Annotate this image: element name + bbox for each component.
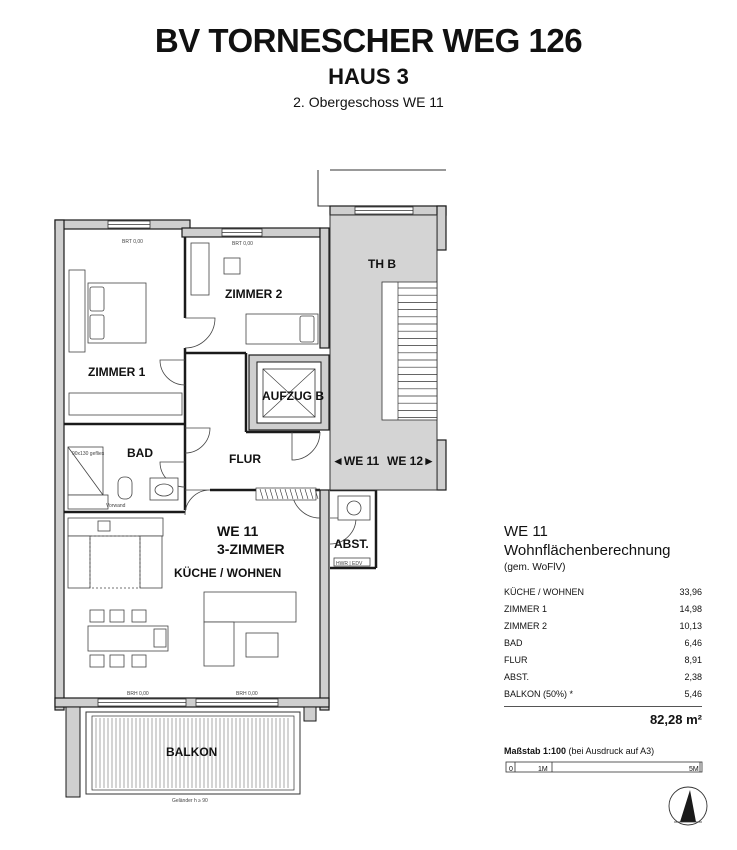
room-label-flur: FLUR bbox=[229, 452, 261, 466]
room-label-zimmer2: ZIMMER 2 bbox=[225, 287, 283, 301]
scale-label: Maßstab 1:100 bbox=[504, 746, 567, 756]
room-label-aufzug: AUFZUG B bbox=[262, 389, 324, 403]
scale-mark-5m: 5M bbox=[689, 766, 699, 773]
room-label-bad: BAD bbox=[127, 446, 153, 460]
area-row bbox=[504, 634, 702, 651]
area-row bbox=[504, 651, 702, 668]
area-row-name: KÜCHE / WOHNEN bbox=[504, 586, 585, 597]
area-row-name: ABST. bbox=[504, 671, 530, 682]
area-summary bbox=[504, 523, 702, 727]
summary-subtitle: (gem. WoFlV) bbox=[504, 562, 566, 573]
house-title: HAUS 3 bbox=[328, 64, 409, 89]
wall-note: Vorwand bbox=[106, 503, 126, 509]
room-label-balkon: BALKON bbox=[166, 745, 218, 759]
area-row bbox=[504, 668, 702, 685]
window-note-2: BRT 0,00 bbox=[232, 241, 253, 247]
shower-note: 90x130 geflies bbox=[72, 451, 105, 457]
neighbor-outline bbox=[318, 170, 446, 206]
area-row-value: 5,46 bbox=[684, 688, 702, 699]
area-row-name: BALKON (50%) * bbox=[504, 688, 574, 699]
floor-subtitle: 2. Obergeschoss WE 11 bbox=[293, 94, 444, 110]
area-row-value: 14,98 bbox=[679, 603, 702, 614]
area-row-value: 33,96 bbox=[679, 586, 702, 597]
window-note-4: BRH 0,00 bbox=[127, 691, 149, 697]
room-label-we11-arrow: ◄WE 11 bbox=[332, 454, 380, 468]
area-row-name: BAD bbox=[504, 637, 523, 648]
room-label-zimmer1: ZIMMER 1 bbox=[88, 365, 146, 379]
unit-label-type: 3-ZIMMER bbox=[217, 541, 285, 557]
area-total: 82,28 m² bbox=[504, 706, 702, 727]
project-title: BV TORNESCHER WEG 126 bbox=[154, 22, 583, 59]
area-row-name: FLUR bbox=[504, 654, 528, 665]
area-row-value: 8,91 bbox=[684, 654, 702, 665]
area-row bbox=[504, 617, 702, 634]
room-label-we12-arrow: WE 12► bbox=[387, 454, 435, 468]
window-note-1: BRT 0,00 bbox=[122, 239, 143, 245]
north-arrow-icon bbox=[669, 787, 707, 825]
scale-caption bbox=[504, 746, 654, 756]
area-row-value: 6,46 bbox=[684, 637, 702, 648]
window-note-5: BRH 0,00 bbox=[236, 691, 258, 697]
area-row-name: ZIMMER 1 bbox=[504, 603, 548, 614]
area-row-name: ZIMMER 2 bbox=[504, 620, 548, 631]
bedroom-1-furniture bbox=[69, 270, 182, 415]
scale-note: (bei Ausdruck auf A3) bbox=[568, 746, 655, 756]
scale-bar bbox=[506, 762, 702, 772]
railing-note: Geländer h ≥ 90 bbox=[172, 798, 208, 804]
summary-unit-id: WE 11 bbox=[504, 523, 548, 540]
scale-mark-1m: 1M bbox=[538, 766, 548, 773]
area-row-value: 2,38 bbox=[684, 671, 702, 682]
area-row bbox=[504, 600, 702, 617]
unit-label-id: WE 11 bbox=[217, 523, 259, 539]
room-label-thb: TH B bbox=[368, 257, 396, 271]
room-label-abst: ABST. bbox=[334, 537, 369, 551]
area-row bbox=[504, 685, 702, 702]
room-label-kueche: KÜCHE / WOHNEN bbox=[174, 566, 282, 580]
scale-mark-0: 0 bbox=[509, 766, 513, 773]
area-list bbox=[504, 583, 702, 702]
storage-note: HWR | EDV bbox=[336, 561, 363, 567]
summary-title: Wohnflächenberechnung bbox=[504, 542, 671, 559]
storage-fixtures bbox=[334, 496, 370, 566]
area-row-value: 10,13 bbox=[679, 620, 702, 631]
area-row bbox=[504, 583, 702, 600]
